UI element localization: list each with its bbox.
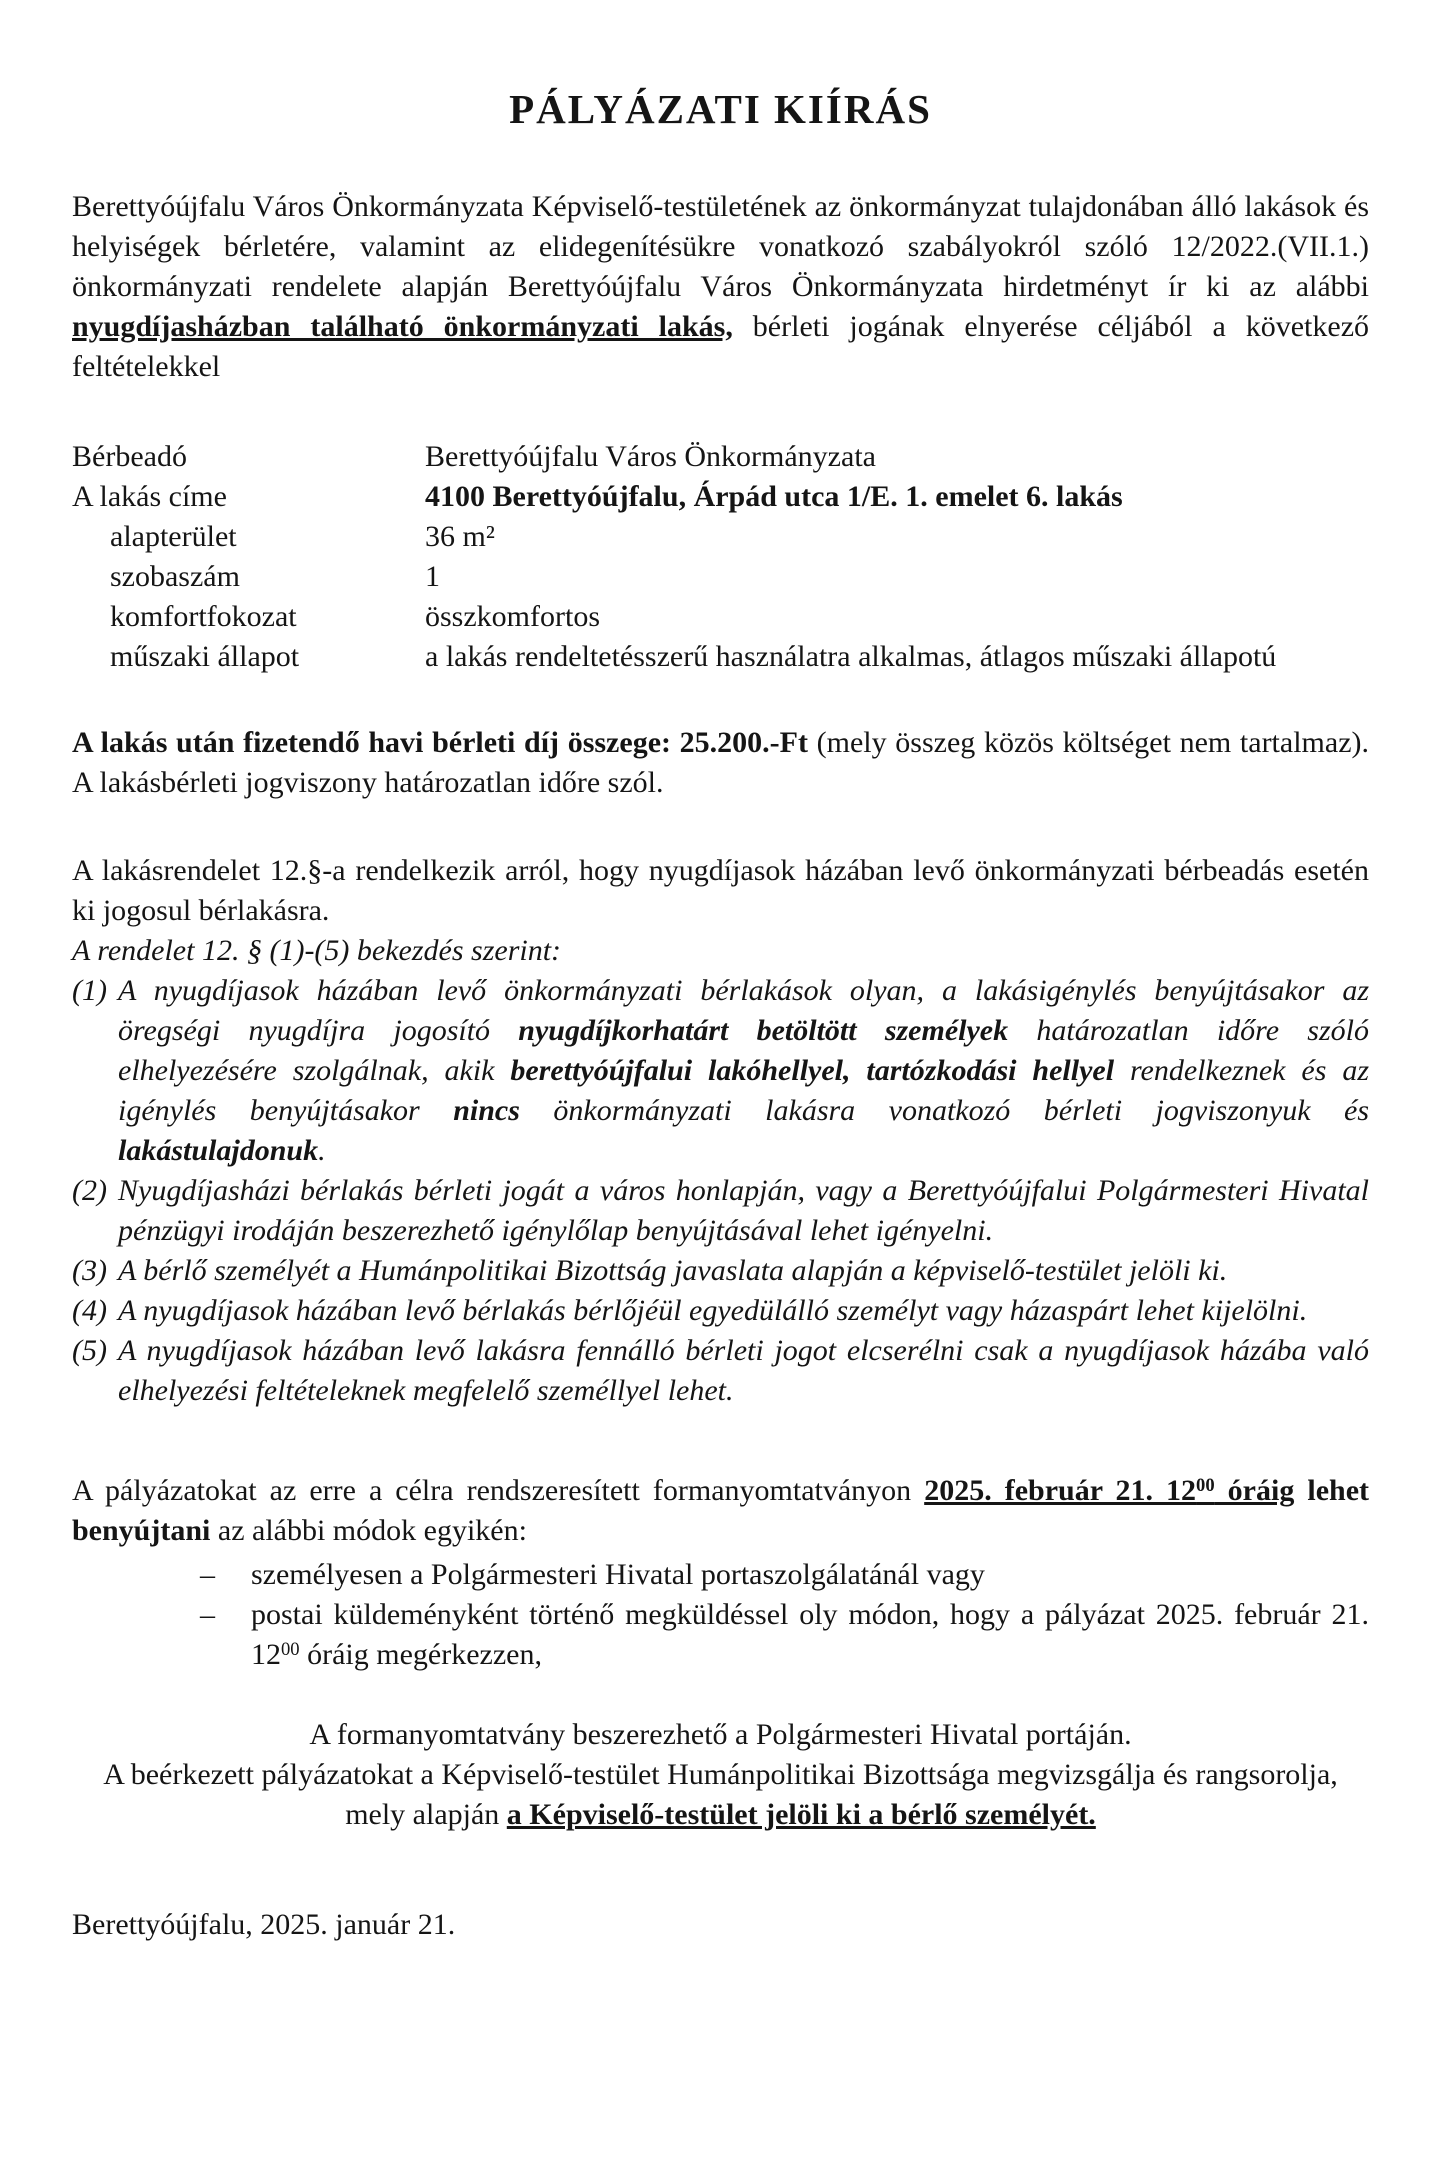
submission-bold-phrase: lehet benyújtani (72, 1474, 1369, 1547)
clause-1-emphasis-1: nyugdíjkorhatárt betöltött személyek (518, 1014, 1009, 1047)
clause-1-emphasis-4: lakástulajdonuk (118, 1134, 319, 1167)
intro-text-end: bérleti jogának elnyerése céljából a következő feltételekkel (72, 310, 1370, 383)
rent-text-rest: (mely összeg közös költséget nem tartalmaz). A lakásbérleti jogviszony határozatlan időre szól. (72, 726, 1369, 799)
method-item-in-person (200, 1555, 1369, 1595)
clause-2-text: Nyugdíjasházi bérlakás bérleti jogát a város honlapján, vagy a Berettyóújfalui Polgármesteri Hivatal pénzügyi irodáján beszerezhető igénylőlap benyújtásával lehet igényelni. (118, 1174, 1369, 1247)
evaluation-note (72, 1755, 1369, 1835)
signature-dateline: Berettyóújfalu, 2025. január 21. (72, 1908, 456, 1941)
submission-paragraph (72, 1471, 1369, 1551)
rent-amount-emphasis: A lakás után fizetendő havi bérleti díj összege: 25.200.-Ft (72, 726, 808, 759)
method-item-postal (200, 1595, 1369, 1675)
method-item-postal-text (251, 1595, 1369, 1675)
clause-number-4: (4) (72, 1294, 107, 1327)
detail-row-lessor (72, 437, 1369, 477)
clause-1-seg-2: határozatlan időre szóló elhelyezésére szolgálnak, akik (118, 1014, 1369, 1087)
clause-1-seg-6: önkormányzati lakásra vonatkozó bérleti jogviszonyuk és (519, 1094, 1369, 1127)
detail-row-condition (72, 637, 1369, 677)
document-title: PÁLYÁZATI KIÍRÁS (509, 86, 932, 132)
rule-subtitle: A rendelet 12. § (1)-(5) bekezdés szerint: (72, 934, 562, 967)
clause-number-1: (1) (72, 974, 107, 1007)
evaluation-note-emphasis: a Képviselő-testület jelöli ki a bérlő személyét. (506, 1798, 1096, 1831)
clause-1-seg-4: rendelkeznek és az igénylés benyújtásakor (118, 1054, 1369, 1127)
submission-methods-list (200, 1555, 1369, 1675)
form-availability-note: A formanyomtatvány beszerezhető a Polgármesteri Hivatal portáján. (309, 1718, 1132, 1751)
property-details-table (72, 437, 1369, 677)
detail-row-comfort (72, 597, 1369, 637)
intro-highlight-phrase: nyugdíjasházban található önkormányzati lakás, (72, 310, 733, 343)
clauses-list (72, 971, 1369, 1411)
detail-label-floor-area: alapterület (110, 520, 237, 553)
clause-1-emphasis-2: berettyóújfalui lakóhellyel, tartózkodási hellyel (510, 1054, 1115, 1087)
detail-value-lessor: Berettyóújfalu Város Önkormányzata (425, 440, 876, 473)
deadline-superscript-minutes: 00 (1196, 1474, 1215, 1496)
detail-label-lessor: Bérbeadó (72, 440, 187, 473)
evaluation-note-text: A beérkezett pályázatokat a Képviselő-testület Humánpolitikai Bizottsága megvizsgálja és rangsorolja, mely alapján (103, 1758, 1338, 1831)
clause-4-text: A nyugdíjasok házában levő bérlakás bérlőjéül egyedülálló személyt vagy házaspárt lehet kijelölni. (118, 1294, 1308, 1327)
clause-item-4 (72, 1291, 1369, 1331)
intro-text-start: Berettyóújfalu Város Önkormányzata Képviselő-testületének az önkormányzat tulajdonában álló lakások és helyiségek bérletére, valamint az elidegenítésükre vonatkozó szabályokról szóló 12/2022.(VII.1.) önkormányzati rendelete alapján Berettyóújfalu Város Önkormányzata hirdetményt ír ki az alábbi (72, 190, 1369, 303)
clause-item-2 (72, 1171, 1369, 1251)
detail-value-comfort: összkomfortos (425, 600, 600, 633)
clause-item-1 (72, 971, 1369, 1171)
intro-paragraph (72, 187, 1369, 387)
detail-row-floor-area (72, 517, 1369, 557)
method-postal-superscript-minutes: 00 (281, 1638, 300, 1660)
clause-1-seg-8: . (318, 1134, 326, 1167)
detail-value-floor-area: 36 m² (425, 520, 495, 553)
detail-label-address: A lakás címe (72, 480, 227, 513)
detail-value-address: 4100 Berettyóújfalu, Árpád utca 1/E. 1. emelet 6. lakás (425, 480, 1123, 513)
clause-1-seg-0: A nyugdíjasok házában levő önkormányzati bérlakások olyan, a lakásigénylés benyújtásakor az öregségi nyugdíjra jogosító (118, 974, 1369, 1047)
detail-label-rooms: szobaszám (110, 560, 240, 593)
detail-value-rooms: 1 (425, 560, 440, 593)
detail-label-comfort: komfortfokozat (110, 600, 297, 633)
deadline-emphasis (924, 1474, 1294, 1507)
deadline-hour-suffix: óráig (1214, 1474, 1295, 1507)
detail-row-address (72, 477, 1369, 517)
method-postal-pre: postai küldeményként történő megküldéssel oly módon, hogy a pályázat 2025. február 21. 12 (251, 1598, 1369, 1671)
closing-notes (72, 1715, 1369, 1835)
clause-number-5: (5) (72, 1334, 107, 1367)
dash-marker: – (200, 1598, 215, 1631)
rent-paragraph (72, 723, 1369, 803)
dash-marker: – (200, 1558, 215, 1591)
clause-item-3 (72, 1251, 1369, 1291)
rule-intro-paragraph: A lakásrendelet 12.§-a rendelkezik arról, hogy nyugdíjasok házában levő önkormányzati bérbeadás esetén ki jogosul bérlakásra. (72, 854, 1369, 927)
clause-1-emphasis-3: nincs (453, 1094, 520, 1127)
deadline-date: 2025. február 21. 12 (924, 1474, 1197, 1507)
submission-text-end: az alábbi módok egyikén: (210, 1514, 527, 1547)
clause-number-2: (2) (72, 1174, 107, 1207)
method-postal-post: óráig megérkezzen, (299, 1638, 542, 1671)
submission-text-start: A pályázatokat az erre a célra rendszeresített formanyomtatványon (72, 1474, 925, 1507)
detail-row-rooms (72, 557, 1369, 597)
clause-5-text: A nyugdíjasok házában levő lakásra fennálló bérleti jogot elcserélni csak a nyugdíjasok házába való elhelyezési feltételeknek megfelelő személlyel lehet. (118, 1334, 1369, 1407)
detail-value-condition: a lakás rendeltetésszerű használatra alkalmas, átlagos műszaki állapotú (425, 640, 1277, 673)
detail-label-condition: műszaki állapot (110, 640, 300, 673)
clause-item-5 (72, 1331, 1369, 1411)
clause-number-3: (3) (72, 1254, 107, 1287)
method-item-in-person-text: személyesen a Polgármesteri Hivatal portaszolgálatánál vagy (251, 1558, 985, 1591)
clause-3-text: A bérlő személyét a Humánpolitikai Bizottság javaslata alapján a képviselő-testület jelöli ki. (118, 1254, 1228, 1287)
